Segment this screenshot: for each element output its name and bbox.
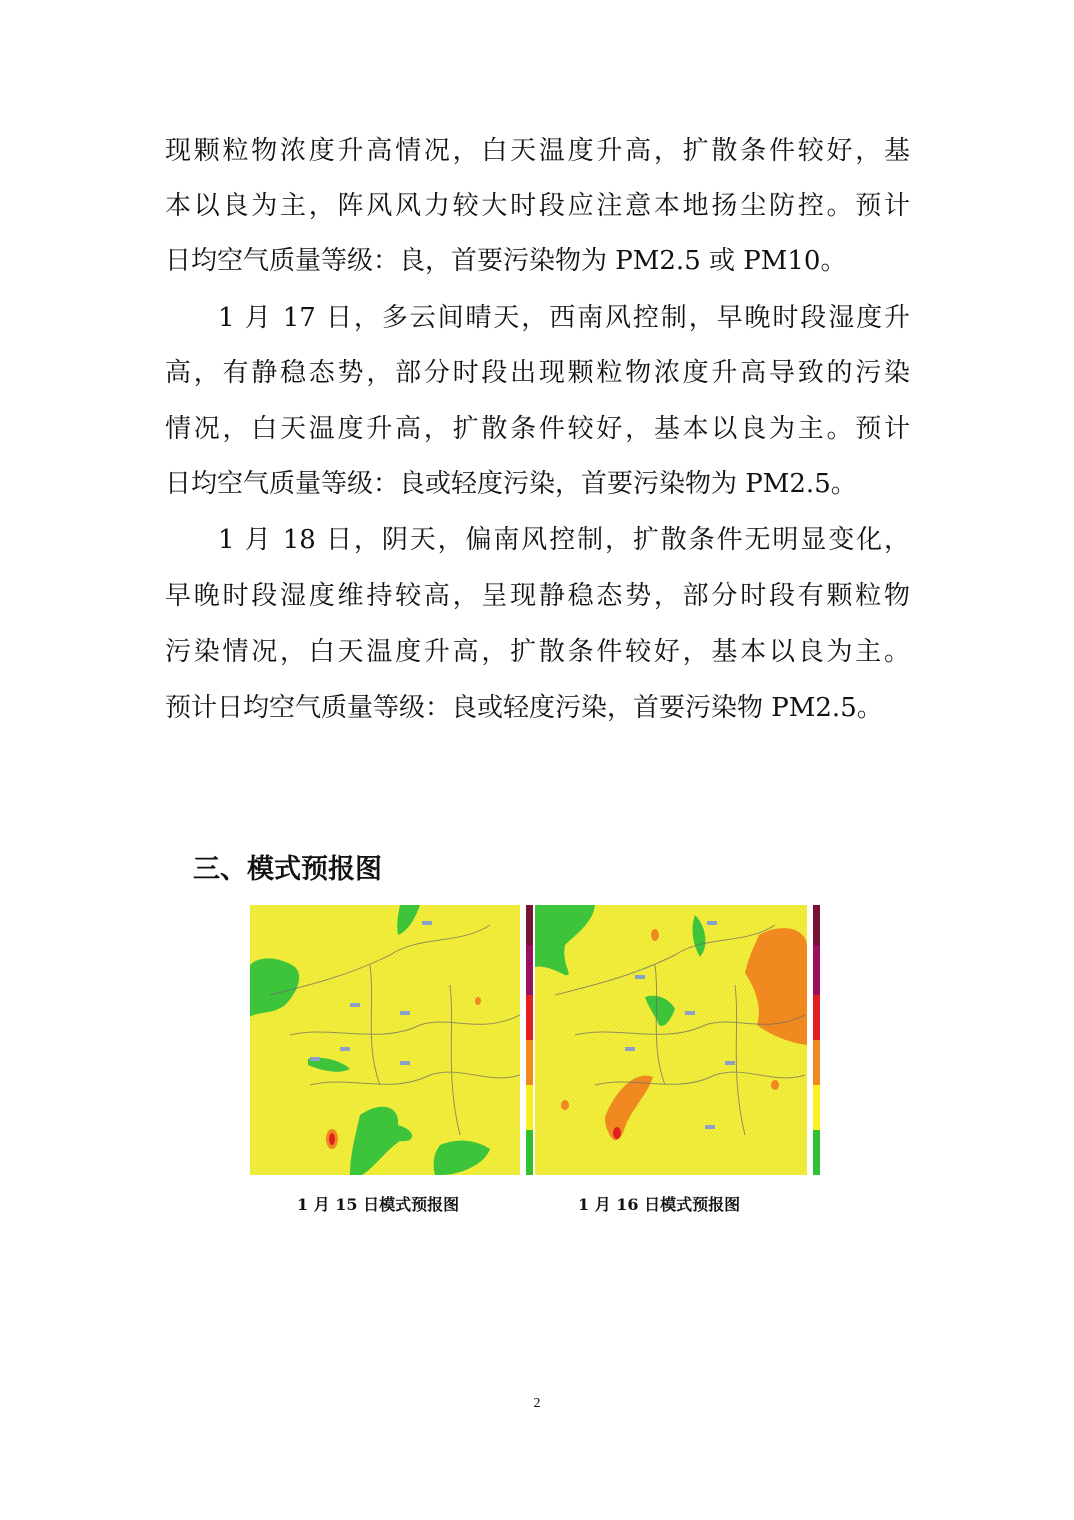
figure-caption-jan15: 1 月 15 日模式预报图 <box>297 1195 460 1214</box>
forecast-map-jan15 <box>250 905 533 1175</box>
text-line: 现颗粒物浓度升高情况，白天温度升高，扩散条件较好，基 <box>165 136 910 166</box>
forecast-map-jan16 <box>535 905 821 1175</box>
text-line: 日均空气质量等级：良或轻度污染，首要污染物为 PM2.5。 <box>165 469 857 499</box>
text-line: 本以良为主，阵风风力较大时段应注意本地扬尘防控。预计 <box>165 191 910 221</box>
text-line: 预计日均空气质量等级：良或轻度污染，首要污染物 PM2.5。 <box>165 693 883 723</box>
figure-caption-jan16: 1 月 16 日模式预报图 <box>578 1195 741 1214</box>
forecast-map-image <box>250 905 533 1175</box>
text-line: 高，有静稳态势，部分时段出现颗粒物浓度升高导致的污染 <box>165 358 910 388</box>
text-line: 早晚时段湿度维持较高，呈现静稳态势，部分时段有颗粒物 <box>165 581 910 611</box>
text-line: 1 月 18 日，阴天，偏南风控制，扩散条件无明显变化， <box>218 525 910 555</box>
text-line: 日均空气质量等级：良，首要污染物为 PM2.5 或 PM10。 <box>165 246 847 276</box>
text-line: 情况，白天温度升高，扩散条件较好，基本以良为主。预计 <box>165 414 910 444</box>
colorbar <box>526 905 533 1175</box>
colorbar <box>813 905 820 1175</box>
section-title: 三、模式预报图 <box>193 854 382 885</box>
forecast-map-image <box>535 905 821 1175</box>
page-number: 2 <box>533 1396 541 1411</box>
text-line: 1 月 17 日，多云间晴天，西南风控制，早晚时段湿度升 <box>218 303 910 333</box>
text-line: 污染情况，白天温度升高，扩散条件较好，基本以良为主。 <box>165 637 910 667</box>
